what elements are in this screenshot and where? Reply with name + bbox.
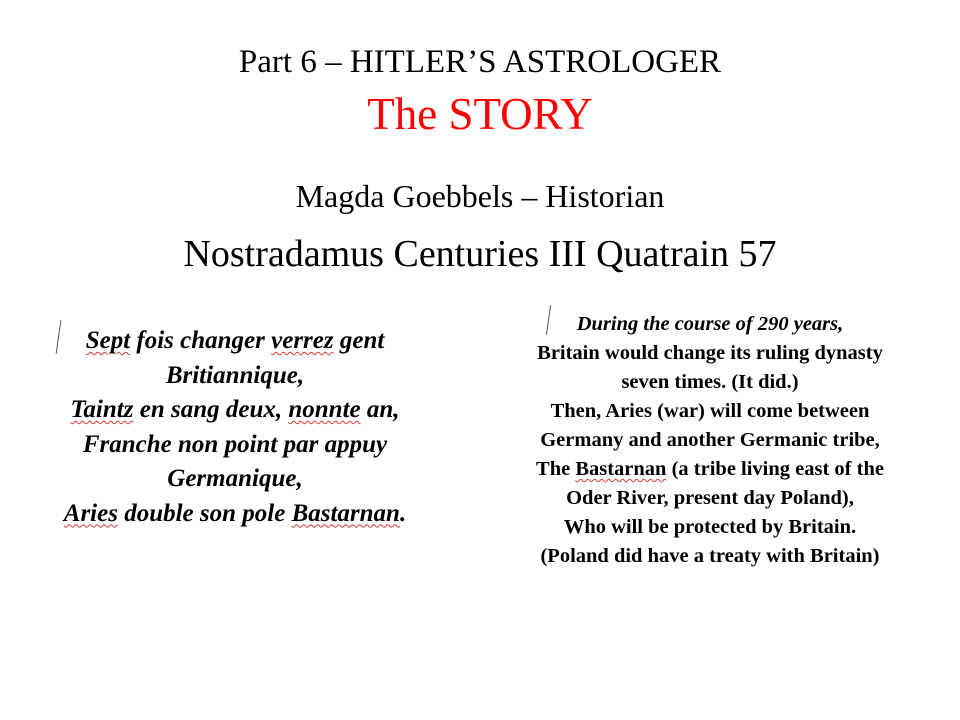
spellcheck-word: Bastarnan	[575, 458, 667, 480]
french-text: gent	[333, 327, 385, 354]
author-line: Magda Goebbels – Historian	[295, 178, 665, 214]
slide-pre-title: Part 6 – HITLER’S ASTROLOGER	[238, 44, 722, 80]
subject-line: Nostradamus Centuries III Quatrain 57	[183, 233, 777, 275]
english-line-6	[495, 455, 925, 484]
french-line-6	[20, 497, 450, 532]
english-line-7: Oder River, present day Poland),	[566, 487, 854, 509]
french-text: .	[399, 499, 407, 527]
spellcheck-word: nonnte	[288, 396, 361, 423]
english-line-3: seven times. (It did.)	[621, 371, 799, 393]
english-text: The	[536, 458, 576, 480]
english-line-2: Britain would change its ruling dynasty	[537, 342, 883, 364]
english-line-5: Germany and another Germanic tribe,	[540, 429, 880, 451]
french-text: an,	[360, 396, 400, 423]
english-line-9: (Poland did have a treaty with Britain)	[540, 545, 880, 567]
english-line-8: Who will be protected by Britain.	[563, 516, 857, 538]
english-text: (a tribe living east of the	[666, 458, 884, 480]
french-text: fois changer	[130, 327, 272, 354]
spellcheck-word: Aries	[63, 499, 118, 527]
french-text: en sang deux,	[133, 396, 289, 423]
french-line-1	[20, 324, 450, 359]
french-quatrain	[20, 324, 450, 531]
french-line-4: Franche non point par appuy	[82, 430, 388, 458]
french-line-5: Germanique,	[167, 465, 303, 492]
spellcheck-word: verrez	[271, 327, 334, 354]
spellcheck-word: Sept	[85, 327, 131, 354]
french-line-2: Britiannique,	[165, 361, 305, 389]
english-translation	[495, 310, 925, 571]
english-line-1: During the course of 290 years,	[576, 313, 844, 335]
spellcheck-word: Taintz	[70, 396, 134, 423]
french-line-3	[20, 393, 450, 428]
english-line-4: Then, Aries (war) will come between	[550, 400, 870, 422]
spellcheck-word: Bastarnan	[291, 499, 400, 527]
slide-title: The STORY	[367, 89, 593, 139]
french-text: double son pole	[117, 499, 292, 527]
